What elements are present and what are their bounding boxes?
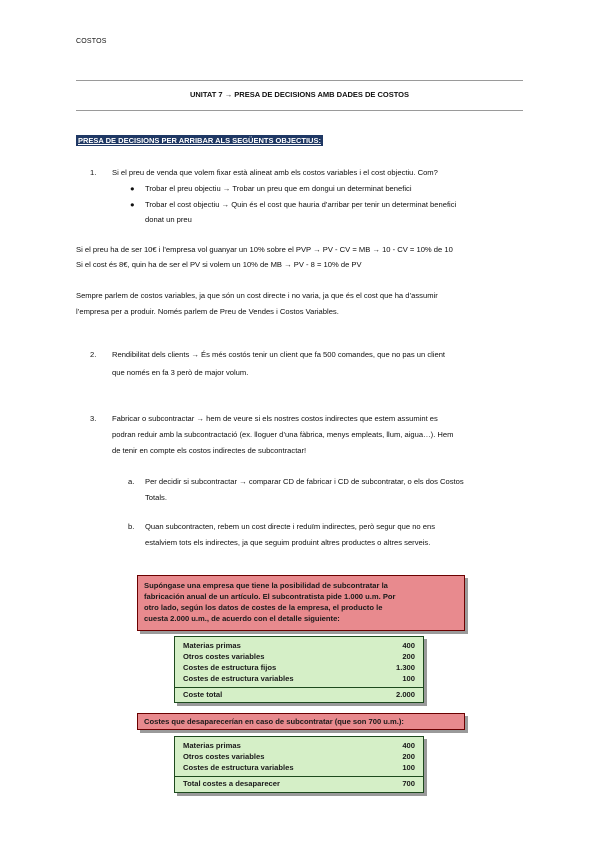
- total-value: 2.000: [395, 690, 415, 699]
- row-value: 400: [402, 641, 415, 650]
- top-rule: [76, 80, 523, 81]
- row-value: 100: [402, 674, 415, 683]
- row-label: Materias primas: [183, 741, 241, 750]
- page-title: UNITAT 7 → PRESA DE DECISIONS AMB DADES DE COSTOS: [189, 90, 410, 99]
- example-line-2: Si el cost és 8€, quin ha de ser el PV si volem un 10% de MB → PV - 8 = 10% de PV: [76, 260, 362, 269]
- problem-line-4: cuesta 2.000 u.m., de acuerdo con el detalle siguiente:: [144, 614, 340, 623]
- item3-line-2: podran reduir amb la subcontractació (ex. lloguer d’una fàbrica, menys empleats, llum, aigua…). Hem: [112, 430, 454, 439]
- row-label: Otros costes variables: [183, 752, 265, 761]
- problem-line-3: otro lado, según los datos de costes de la empresa, el producto le: [144, 603, 383, 612]
- item3b-line-2: estalviem tots els indirectes, ja que seguim produint altres productes o altres serveis.: [145, 538, 431, 547]
- item3-line-3: de tenir en compte els costos indirectes de subcontractar!: [112, 446, 307, 455]
- item2-line-2: que només en fa 3 però de major volum.: [112, 368, 249, 377]
- row-label: Costes de estructura variables: [183, 763, 294, 772]
- table-row: [183, 674, 415, 685]
- bullet-icon: ●: [130, 200, 135, 209]
- table-row: [183, 763, 415, 774]
- table-row: [183, 652, 415, 663]
- item3-number: 3.: [90, 414, 97, 423]
- table-row: [183, 663, 415, 674]
- table-total-row: [183, 779, 415, 790]
- table-row: [183, 641, 415, 652]
- disappearing-costs-text: Costes que desaparecerían en caso de subcontratar (que son 700 u.m.):: [144, 717, 404, 726]
- table-divider: [175, 687, 423, 688]
- item1-bullet-2: [130, 196, 135, 213]
- row-label: Materias primas: [183, 641, 241, 650]
- item1-bullet-2-cont: donat un preu: [145, 215, 192, 224]
- example-line-1: Si el preu ha de ser 10€ i l’empresa vol guanyar un 10% sobre el PVP → PV - CV = MB → 10 - CV = 10% de 10: [76, 245, 453, 254]
- item3a-line-1: Per decidir si subcontractar → comparar CD de fabricar i CD de subcontratar, o els dos Costos: [145, 477, 464, 486]
- row-value: 200: [402, 652, 415, 661]
- table-total-row: [183, 690, 415, 701]
- row-label: Costes de estructura fijos: [183, 663, 277, 672]
- title-rule: [76, 110, 523, 111]
- item1-bullet-1-text: Trobar el preu objectiu → Trobar un preu que em dongui un determinat benefici: [145, 184, 412, 193]
- problem-line-2: fabricación anual de un artículo. El subcontratista pide 1.000 u.m. Por: [144, 592, 396, 601]
- item1-number: 1.: [90, 168, 97, 177]
- row-label: Otros costes variables: [183, 652, 265, 661]
- bullet-icon: ●: [130, 184, 135, 193]
- item1-bullet-1: [130, 180, 135, 197]
- row-label: Costes de estructura variables: [183, 674, 294, 683]
- disappearing-costs-box: [137, 713, 465, 730]
- table-divider: [175, 776, 423, 777]
- item3a-line-2: Totals.: [145, 493, 167, 502]
- section-title: PRESA DE DECISIONS PER ARRIBAR ALS SEGÜENTS OBJECTIUS:: [78, 136, 321, 145]
- row-value: 1.300: [395, 663, 415, 672]
- problem-line-1: Supóngase una empresa que tiene la posibilidad de subcontratar la: [144, 581, 388, 590]
- note-line-1: Sempre parlem de costos variables, ja que són un cost directe i no varia, ja que és el cost que ha d’assumir: [76, 291, 438, 300]
- page-header: COSTOS: [76, 38, 107, 45]
- item2-line-1: Rendibilitat dels clients → És més costós tenir un client que fa 500 comandes, que no pas un client: [112, 350, 446, 359]
- item3-line-1: Fabricar o subcontractar → hem de veure si els nostres costos indirectes que estem assumint es: [112, 414, 438, 423]
- disappearing-costs-table: [174, 736, 424, 793]
- item3b-label: b.: [128, 522, 135, 531]
- table-row: [183, 741, 415, 752]
- total-value: 700: [402, 779, 415, 788]
- note-line-2: l’empresa per a produir. Només parlem de Preu de Vendes i Costos Variables.: [76, 307, 339, 316]
- item1-bullet-2-text: Trobar el cost objectiu → Quin és el cost que hauria d’arribar per tenir un determinat benefici: [145, 200, 457, 209]
- item3a-label: a.: [128, 477, 135, 486]
- row-value: 200: [402, 752, 415, 761]
- item3b-line-1: Quan subcontracten, rebem un cost directe i reduïm indirectes, però segur que no ens: [145, 522, 435, 531]
- total-label: Total costes a desaparecer: [183, 779, 280, 788]
- item1-text: Si el preu de venda que volem fixar està alineat amb els costos variables i el cost objectiu. Com?: [112, 168, 438, 177]
- row-value: 100: [402, 763, 415, 772]
- table-row: [183, 752, 415, 763]
- cost-detail-table: [174, 636, 424, 703]
- row-value: 400: [402, 741, 415, 750]
- total-label: Coste total: [183, 690, 223, 699]
- problem-statement-box: [137, 575, 465, 631]
- item2-number: 2.: [90, 350, 97, 359]
